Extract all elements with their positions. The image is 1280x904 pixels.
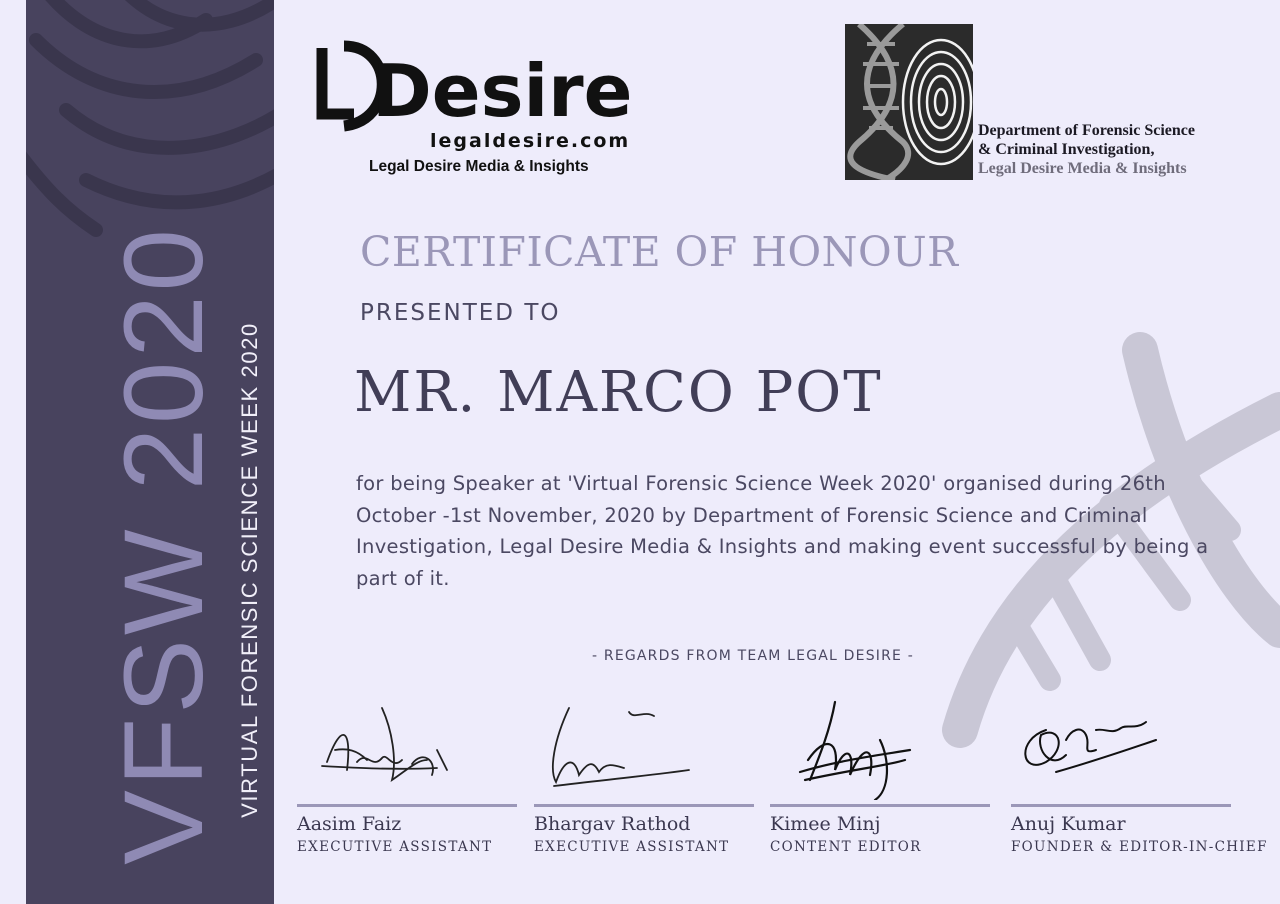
certificate-title: CERTIFICATE OF HONOUR xyxy=(360,228,959,276)
signature-rule xyxy=(770,804,990,807)
logo-domain: legaldesire.com xyxy=(430,130,631,152)
signatory-name: Bhargav Rathod xyxy=(534,813,691,835)
presented-to-label: PRESENTED TO xyxy=(360,300,561,326)
desire-wordmark xyxy=(314,40,654,132)
brand-text: Desire xyxy=(372,49,633,132)
signatory-role: EXECUTIVE ASSISTANT xyxy=(534,839,730,855)
signature-anuj xyxy=(1011,700,1231,800)
legal-desire-logo xyxy=(314,40,654,180)
logo-tagline: Legal Desire Media & Insights xyxy=(369,158,589,175)
signatory-role: CONTENT EDITOR xyxy=(770,839,922,855)
signatory-3 xyxy=(770,700,990,855)
signatory-4 xyxy=(1011,700,1268,855)
signatory-1 xyxy=(297,700,517,855)
signatory-name: Aasim Faiz xyxy=(297,813,402,835)
sidebar-big-text: VFSW 2020 xyxy=(101,225,226,865)
signatory-name: Kimee Minj xyxy=(770,813,881,835)
signature-kimee xyxy=(770,700,990,800)
dept-line-1: Department of Forensic Science xyxy=(978,122,1195,139)
dept-line-2: & Criminal Investigation, xyxy=(978,141,1155,158)
dept-line-3: Legal Desire Media & Insights xyxy=(978,160,1187,177)
signature-aasim xyxy=(297,700,517,800)
signature-rule xyxy=(1011,804,1231,807)
dept-name xyxy=(978,121,1195,178)
regards-line: - REGARDS FROM TEAM LEGAL DESIRE - xyxy=(591,648,915,664)
signatory-name: Anuj Kumar xyxy=(1011,813,1126,835)
sidebar-subtitle: VIRTUAL FORENSIC SCIENCE WEEK 2020 xyxy=(237,322,262,818)
signature-rule xyxy=(534,804,754,807)
signature-rule xyxy=(297,804,517,807)
signatory-role: EXECUTIVE ASSISTANT xyxy=(297,839,493,855)
recipient-name: MR. MARCO POT xyxy=(354,360,883,425)
signatory-role: FOUNDER & EDITOR-IN-CHIEF xyxy=(1011,839,1268,855)
sidebar-panel xyxy=(26,0,274,904)
signatory-2 xyxy=(534,700,754,855)
dna-fingerprint-icon xyxy=(845,24,973,180)
signature-bhargav xyxy=(534,700,754,800)
certificate-body: for being Speaker at 'Virtual Forensic Science Week 2020' organised during 26th October -1st November, 2020 by Department of Forensic Science and Criminal Investigation, Legal Desire Media & Insights and making event successful by being a part of it. xyxy=(356,472,1209,590)
forensic-dept-logo xyxy=(845,24,973,180)
